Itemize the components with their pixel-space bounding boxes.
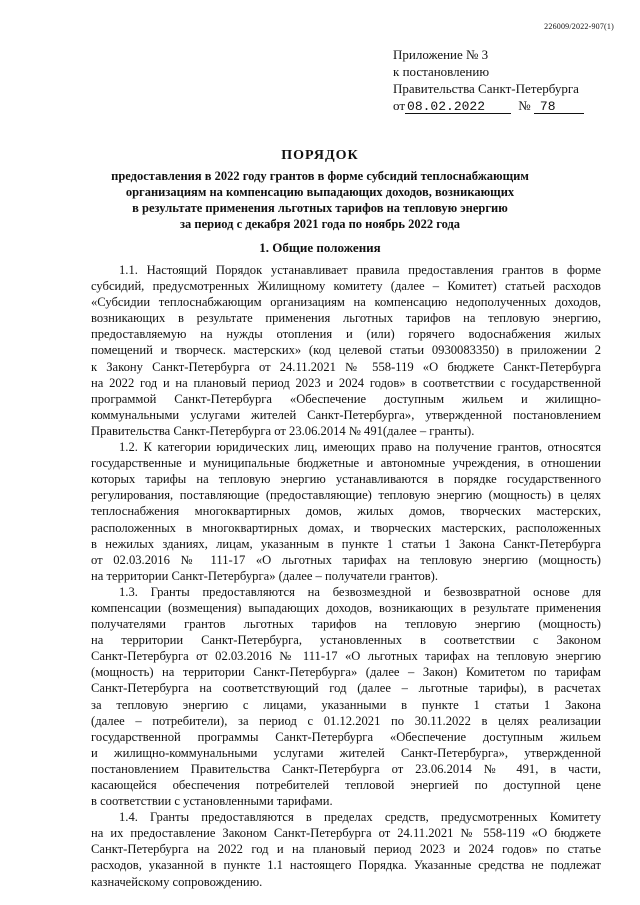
- paragraph-line: 1.3. Гранты предоставляются на безвозмездной и безвозвратной основе для: [119, 584, 601, 599]
- handwritten-date: 08.02.2022: [405, 100, 511, 114]
- document-title: ПОРЯДОК: [281, 148, 359, 163]
- paragraph-line: регулирования, поставляющие (предоставляющие) тепловую энергию (мощность) в целях: [91, 488, 601, 503]
- paragraph-line: 1.2. К категории юридических лиц, имеющих право на получение грантов, относятся: [119, 440, 601, 455]
- paragraph-line: коммунальными услугами жителей Санкт-Петербурга», утвержденной постановлением: [91, 407, 601, 422]
- paragraph-line: государственной программы Санкт-Петербурга «Обеспечение доступным жильем: [91, 729, 601, 744]
- paragraph-line: Правительства Санкт-Петербурга от 23.06.2014 № 491(далее – гранты).: [91, 423, 475, 438]
- paragraph-line: касающейся обеспечения потребителей тепловой энергией по доступной цене: [91, 778, 601, 792]
- paragraph-line: за тепловую энергию с лицами, указанными в пункте 1 статьи 1 Закона: [91, 697, 601, 712]
- paragraph: [91, 439, 601, 584]
- paragraph-line: теплоснабжения многоквартирных домов, жилых домов, творческих мастерских,: [91, 504, 601, 519]
- paragraph-line: компенсации (возмещения) выпадающих доходов, возникающих в результате применения: [91, 600, 601, 615]
- paragraph-line: Санкт-Петербурга на соответствующий год (далее – льготные тарифы), в расчетах: [91, 681, 601, 696]
- appendix-reference: к постановлению: [393, 64, 490, 79]
- paragraph-line: постановлением Правительства Санкт-Петербурга от 23.06.2014 № 491, в части,: [91, 761, 601, 776]
- paragraph-line: и жилищно-коммунальными услугами жителей Санкт-Петербурга», утвержденной: [91, 745, 601, 760]
- paragraph-line: помещений и творческ. мастерских» (код целевой статьи 0930083350) в приложении 2: [91, 343, 601, 358]
- document-registration-number: 226009/2022-907(1): [544, 22, 614, 31]
- document-body: [91, 262, 601, 890]
- paragraph-line: возникающих в результате применения льготных тарифов на тепловую энергию,: [91, 311, 601, 326]
- paragraph-line: Санкт-Петербурга на 2022 год и на плановый период 2023 и 2024 годов» по статье: [91, 842, 601, 857]
- paragraph-line: расходов, указанной в пункте 1.1 настоящего Порядка. Указанные средства не подлежат: [91, 858, 601, 873]
- paragraph-line: в соответствии с установленными тарифами.: [91, 794, 333, 809]
- paragraph-line: к Закону Санкт-Петербурга от 24.11.2021 № 558-119 «О бюджете Санкт-Петербурга: [91, 359, 601, 374]
- document-subtitle: [80, 168, 560, 232]
- paragraph-line: Санкт-Петербурга от 02.03.2016 № 111-17 «О льготных тарифах на тепловую энергию: [91, 649, 601, 664]
- appendix-block: [393, 46, 584, 114]
- paragraph-line: на 2022 год и на плановый период 2023 и 2024 годов» в соответствии с государственной: [91, 375, 601, 390]
- appendix-number: Приложение № 3: [393, 47, 489, 62]
- paragraph-line: субсидий, предусмотренных Жилищному комитету (далее – Комитет) статьей расходов: [91, 279, 601, 294]
- handwritten-number: 78: [534, 100, 584, 114]
- paragraph-line: программой Санкт-Петербурга «Обеспечение доступным жильем и жилищно-: [91, 391, 601, 406]
- subtitle-line: организациям на компенсацию выпадающих доходов, возникающих: [125, 185, 515, 199]
- number-prefix: №: [518, 98, 531, 113]
- date-prefix: от: [393, 98, 406, 113]
- appendix-issuer: Правительства Санкт-Петербурга: [393, 81, 579, 96]
- paragraph-line: от 02.03.2016 № 111-17 «О льготных тарифах на тепловую энергию (мощность): [91, 552, 601, 567]
- paragraph-line: 1.1. Настоящий Порядок устанавливает правила предоставления грантов в форме: [119, 263, 601, 277]
- paragraph-line: «Субсидии теплоснабжающим организациям на компенсацию недополученных доходов,: [91, 295, 601, 310]
- paragraph-line: предоставляемую на нужды отопления и (или) горячего водоснабжения жилых: [91, 327, 601, 342]
- paragraph: [91, 809, 601, 889]
- paragraph-line: которых тарифы на тепловую энергию устанавливаются в порядке государственного: [91, 472, 601, 487]
- paragraph: [91, 584, 601, 809]
- paragraph-line: получателями грантов льготных тарифов на тепловую энергию (мощность): [91, 617, 601, 632]
- paragraph-line: на территории Санкт-Петербурга, установленных в соответствии с Законом: [91, 633, 601, 648]
- subtitle-line: предоставления в 2022 году грантов в форме субсидий теплоснабжающим: [111, 169, 529, 183]
- paragraph-line: на территории Санкт-Петербурга» (далее – получатели грантов).: [91, 568, 439, 583]
- paragraph-line: на их предоставление Законом Санкт-Петербурга от 24.11.2021 № 558-119 «О бюджете: [91, 826, 601, 841]
- paragraph-line: (далее – потребители), за период с 01.12.2021 по 30.11.2022 в целях реализации: [91, 713, 601, 728]
- paragraph-line: (мощность) на территории Санкт-Петербурга» (далее – Закон) Комитетом по тарифам: [91, 665, 601, 680]
- paragraph-line: 1.4. Гранты предоставляются в пределах средств, предусмотренных Комитету: [119, 810, 601, 825]
- paragraph-line: казначейскому сопровождению.: [91, 874, 263, 889]
- subtitle-line: за период с декабря 2021 года по ноябрь 2022 года: [179, 217, 461, 231]
- paragraph-line: в нежилых зданиях, лицам, указанным в пункте 1 статьи 1 Закона Санкт-Петербурга: [91, 536, 601, 551]
- paragraph-line: государственные и муниципальные бюджетные и автономные учреждения, в отношении: [91, 456, 601, 471]
- subtitle-line: в результате применения льготных тарифов на тепловую энергию: [132, 201, 508, 215]
- section-heading: 1. Общие положения: [259, 240, 381, 255]
- paragraph-line: расположенных в многоквартирных домах, и творческих мастерских, расположенных: [91, 520, 601, 535]
- paragraph: [91, 262, 601, 439]
- appendix-date-line: [393, 97, 584, 114]
